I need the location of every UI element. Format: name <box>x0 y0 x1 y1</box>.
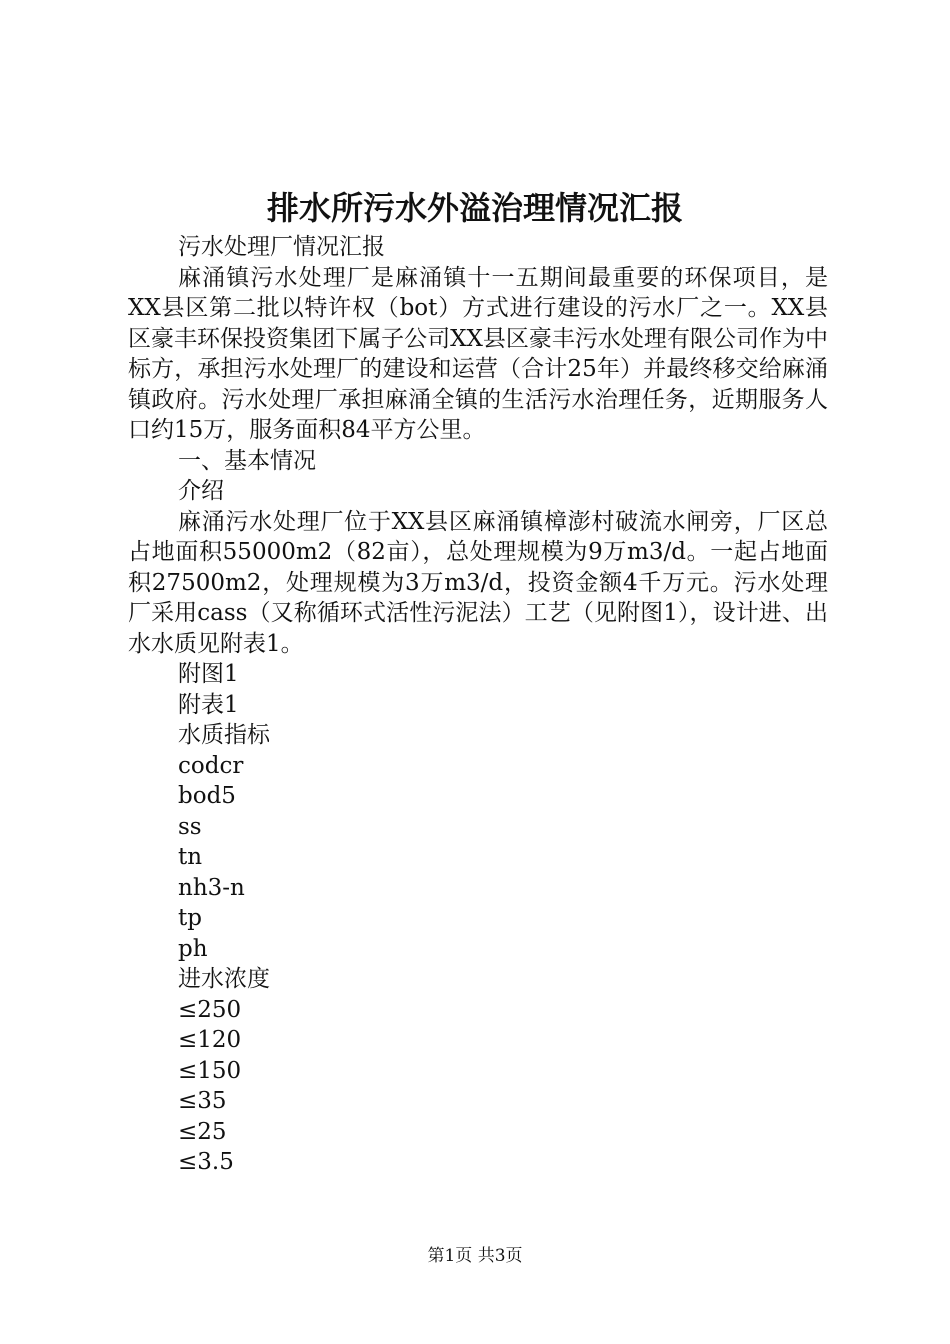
page-footer: 第1页 共3页 <box>427 1246 523 1266</box>
indicator-item: ss <box>178 813 202 840</box>
indicator-item: bod5 <box>178 783 236 809</box>
indicator-item: tp <box>178 905 202 931</box>
indicator-item: tn <box>178 844 203 870</box>
inflow-value: ≤250 <box>178 996 242 1023</box>
section-subtitle: 介绍 <box>178 478 224 504</box>
inflow-header: 进水浓度 <box>178 966 270 992</box>
inflow-value: ≤150 <box>178 1057 242 1084</box>
section-title: 一、基本情况 <box>178 447 316 474</box>
inflow-value: ≤120 <box>178 1027 242 1053</box>
table-reference: 附表1 <box>178 691 239 718</box>
inflow-value: ≤3.5 <box>178 1149 234 1175</box>
inflow-value: ≤25 <box>178 1118 227 1145</box>
indicator-item: nh3-n <box>178 874 245 901</box>
document-title: 排水所污水外溢治理情况汇报 <box>266 189 683 227</box>
document-body <box>128 232 828 1178</box>
inflow-value: ≤35 <box>178 1088 227 1114</box>
basic-info-paragraph: 麻涌污水处理厂位于XX县区麻涌镇樟澎村破流水闸旁，厂区总占地面积55000m2（82亩），总处理规模为9万m3/d。一起占地面积27500m2，处理规模为3万m3/d，投资金额4千万元。污水处理厂采用cass（又称循环式活性污泥法）工艺（见附图1），设计进、出水水质见附表1。 <box>128 508 828 657</box>
indicator-item: codcr <box>178 752 244 779</box>
indicator-header: 水质指标 <box>178 722 270 748</box>
figure-reference: 附图1 <box>178 661 239 687</box>
indicator-item: ph <box>178 935 208 962</box>
report-heading: 污水处理厂情况汇报 <box>178 234 385 260</box>
intro-paragraph: 麻涌镇污水处理厂是麻涌镇十一五期间最重要的环保项目，是XX县区第二批以特许权（bot）方式进行建设的污水厂之一。XX县区豪丰环保投资集团下属子公司XX县区豪丰污水处理有限公司作为中标方，承担污水处理厂的建设和运营（合计25年）并最终移交给麻涌镇政府。污水处理厂承担麻涌全镇的生活污水治理任务，近期服务人口约15万，服务面积84平方公里。 <box>128 264 828 443</box>
